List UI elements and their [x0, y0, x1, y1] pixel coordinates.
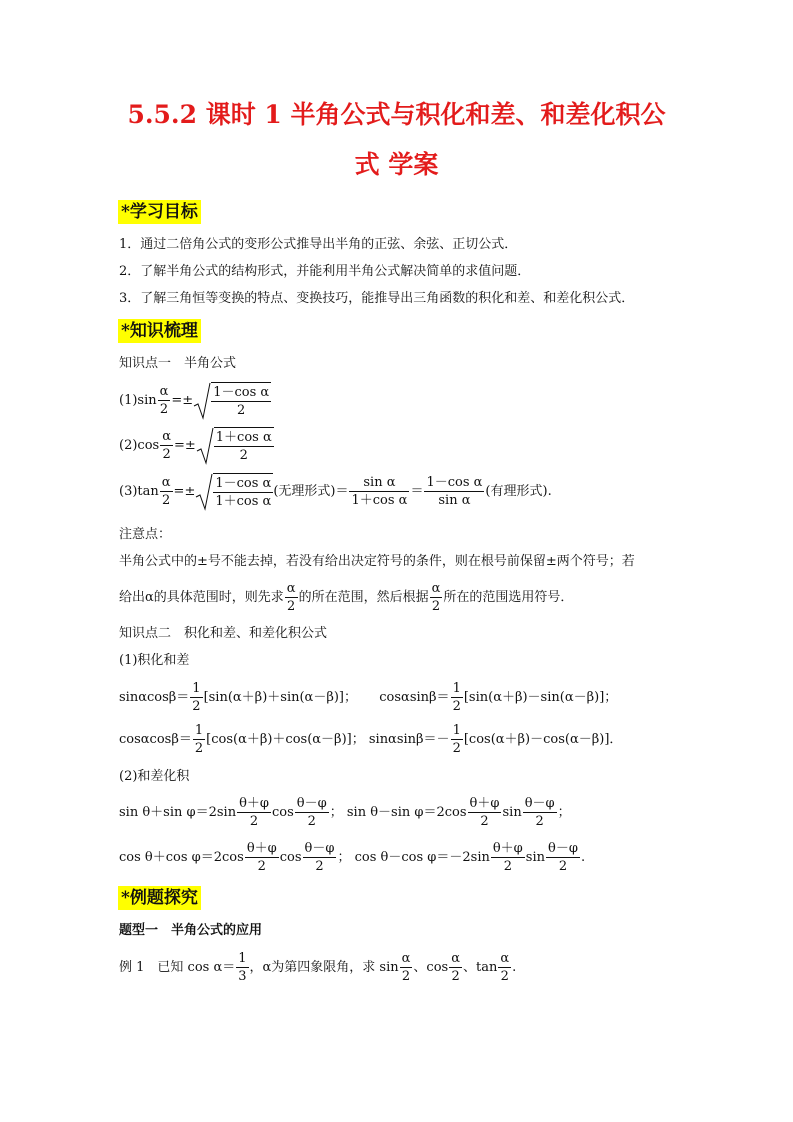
note-line-1: 半角公式中的±号不能去掉，若没有给出决定符号的条件，则在根号前保留±两个符号；若 — [119, 554, 635, 569]
note-heading: 注意点： — [119, 527, 172, 542]
kp2-heading: 知识点二 积化和差、和差化积公式 — [119, 626, 328, 641]
formula-tan-half: (3)tan $\frac{\alpha}{2}$ =± $\frac{\text{1－cos α}}{\text{1＋cos α}}$ (无理形式)＝ $\frac{\text{sin α}}{\text{1＋cos α}}$ ＝ $\frac{\text{1－cos α}}{\text{sin α}}$ (有理形式). — [119, 475, 552, 509]
sqrt-symbol: $\frac{\text{1＋cos α}}{2}$ — [196, 427, 274, 464]
kp2-sub-product-to-sum: (1)积化和差 — [119, 653, 190, 668]
formula-sin-half: (1)sin $\frac{\alpha}{2}$ =± $\frac{\text{1－cos α}}{2}$ — [119, 384, 270, 418]
goal-item-3: 3．了解三角恒等变换的特点、变换技巧，能推导出三角函数的积化和差、和差化积公式． — [119, 291, 635, 306]
goal-item-2: 2．了解半角公式的结构形式，并能利用半角公式解决简单的求值问题． — [119, 264, 531, 279]
example-1: 例 1 已知 cos α＝ $\frac{1}{3}$ ，α为第四象限角，求 sin $\frac{\alpha}{2}$ 、cos $\frac{\alpha}{2}$ 、tan $\frac{\alpha}{2}$ . — [119, 951, 517, 984]
formula-sum-to-product-1: sin θ＋sin φ＝2sin $\frac{\theta+\varphi}{2}$ cos $\frac{\theta-\varphi}{2}$ ； sin θ－sin φ＝2cos $\frac{\theta+\varphi}{2}$ sin $\frac{\theta-\varphi}{2}$ ； — [119, 796, 571, 829]
fraction-alpha-over-2: $\frac{\alpha}{2}$ — [162, 429, 171, 462]
formula-product-to-sum-1: sinαcosβ＝ $\frac{1}{2}$ [sin(α＋β)＋sin(α－β)]； cosαsinβ＝ $\frac{1}{2}$ [sin(α＋β)－sin(α－β)]； — [119, 681, 618, 714]
fraction-alpha-over-2: $\frac{\alpha}{2}$ — [161, 475, 171, 508]
formula-product-to-sum-2: cosαcosβ＝ $\frac{1}{2}$ [cos(α＋β)＋cos(α－β)]； sinαsinβ＝－ $\frac{1}{2}$ [cos(α＋β)－cos(α－β)]． — [119, 723, 623, 756]
document-title-line2: 式 学案 — [354, 150, 439, 179]
section-learning-goals: *学习目标 — [118, 200, 201, 224]
section-example-exploration: *例题探究 — [118, 886, 201, 910]
document-title-line1: 5.5.2 课时 1 半角公式与积化和差、和差化积公 — [127, 100, 666, 129]
fraction-alpha-over-2: $\frac{\alpha}{2}$ — [159, 384, 169, 417]
kp1-heading: 知识点一 半角公式 — [119, 356, 237, 371]
section-knowledge-review: *知识梳理 — [118, 319, 201, 343]
sqrt-symbol: $\frac{\text{1－cos α}}{2}$ — [193, 382, 271, 419]
formula-cos-half: (2)cos $\frac{\alpha}{2}$ =± $\frac{\text{1＋cos α}}{2}$ — [119, 429, 272, 463]
sqrt-symbol: $\frac{\text{1－cos α}}{\text{1＋cos α}}$ — [195, 473, 273, 510]
formula-sum-to-product-2: cos θ＋cos φ＝2cos $\frac{\theta+\varphi}{2}$ cos $\frac{\theta-\varphi}{2}$ ； cos θ－cos φ＝－2sin $\frac{\theta+\varphi}{2}$ sin $\frac{\theta-\varphi}{2}$ . — [119, 841, 586, 874]
kp2-sub-sum-to-product: (2)和差化积 — [119, 769, 190, 784]
goal-item-1: 1．通过二倍角公式的变形公式推导出半角的正弦、余弦、正切公式． — [119, 237, 518, 252]
example-type-heading: 题型一 半角公式的应用 — [119, 923, 263, 938]
note-line-2: 给出α的具体范围时，则先求 $\frac{\alpha}{2}$ 的所在范围，然后根据 $\frac{\alpha}{2}$ 所在的范围选用符号． — [119, 581, 574, 614]
